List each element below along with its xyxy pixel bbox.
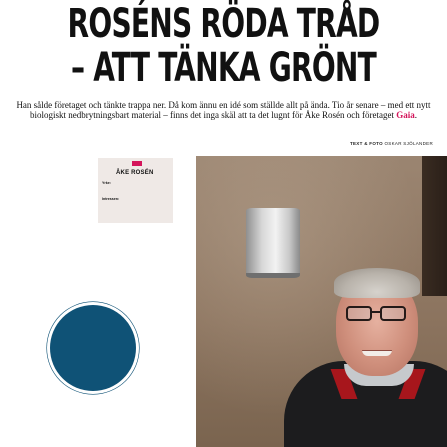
body-column-2 xyxy=(50,152,94,444)
glasses xyxy=(346,306,408,322)
man-smile xyxy=(362,350,392,356)
byline-label: TEXT & FOTO xyxy=(349,141,383,146)
deck-text: Han sålde företaget och tänkte trappa ner. Då kom ännu en idé som ställde allt på ända. Tio år senare – med ett nytt biologiskt nedbrytningsbart material – finns det inga skäl att ta det lugnt för Åke Rosén och företaget xyxy=(16,100,431,121)
headline-line-2: – ATT TÄNKA GRÖNT xyxy=(71,45,376,91)
body-column-1 xyxy=(4,152,48,444)
wall-lamp-base xyxy=(246,273,300,278)
man-hair xyxy=(334,268,420,298)
byline-name: OSKAR SJÖLANDER xyxy=(384,141,433,146)
deck-period: . xyxy=(414,110,417,121)
article-deck xyxy=(16,100,431,121)
headline-line-1: ROSÉNS RÖDA TRÅD xyxy=(67,1,380,47)
fact-box-row-interests xyxy=(102,197,119,201)
glasses-lens-left xyxy=(346,306,372,321)
byline xyxy=(350,141,433,146)
deck-company-name: Gaia xyxy=(396,110,415,121)
photo-doorway xyxy=(422,156,447,296)
fact-box-title: ÅKE ROSÉN xyxy=(116,170,154,176)
fact-box-tag xyxy=(132,161,142,166)
portrait-photo xyxy=(196,156,447,447)
fact-box xyxy=(98,158,173,223)
pull-quote xyxy=(50,305,136,391)
headline xyxy=(0,1,447,91)
glasses-bridge xyxy=(372,311,380,313)
wall-lamp xyxy=(246,208,300,276)
fact-box-occupation-label: Yrke: xyxy=(102,181,111,185)
fact-box-row-occupation xyxy=(102,181,111,185)
glasses-lens-right xyxy=(380,306,406,321)
fact-box-interests-label: Intressen: xyxy=(102,197,120,201)
